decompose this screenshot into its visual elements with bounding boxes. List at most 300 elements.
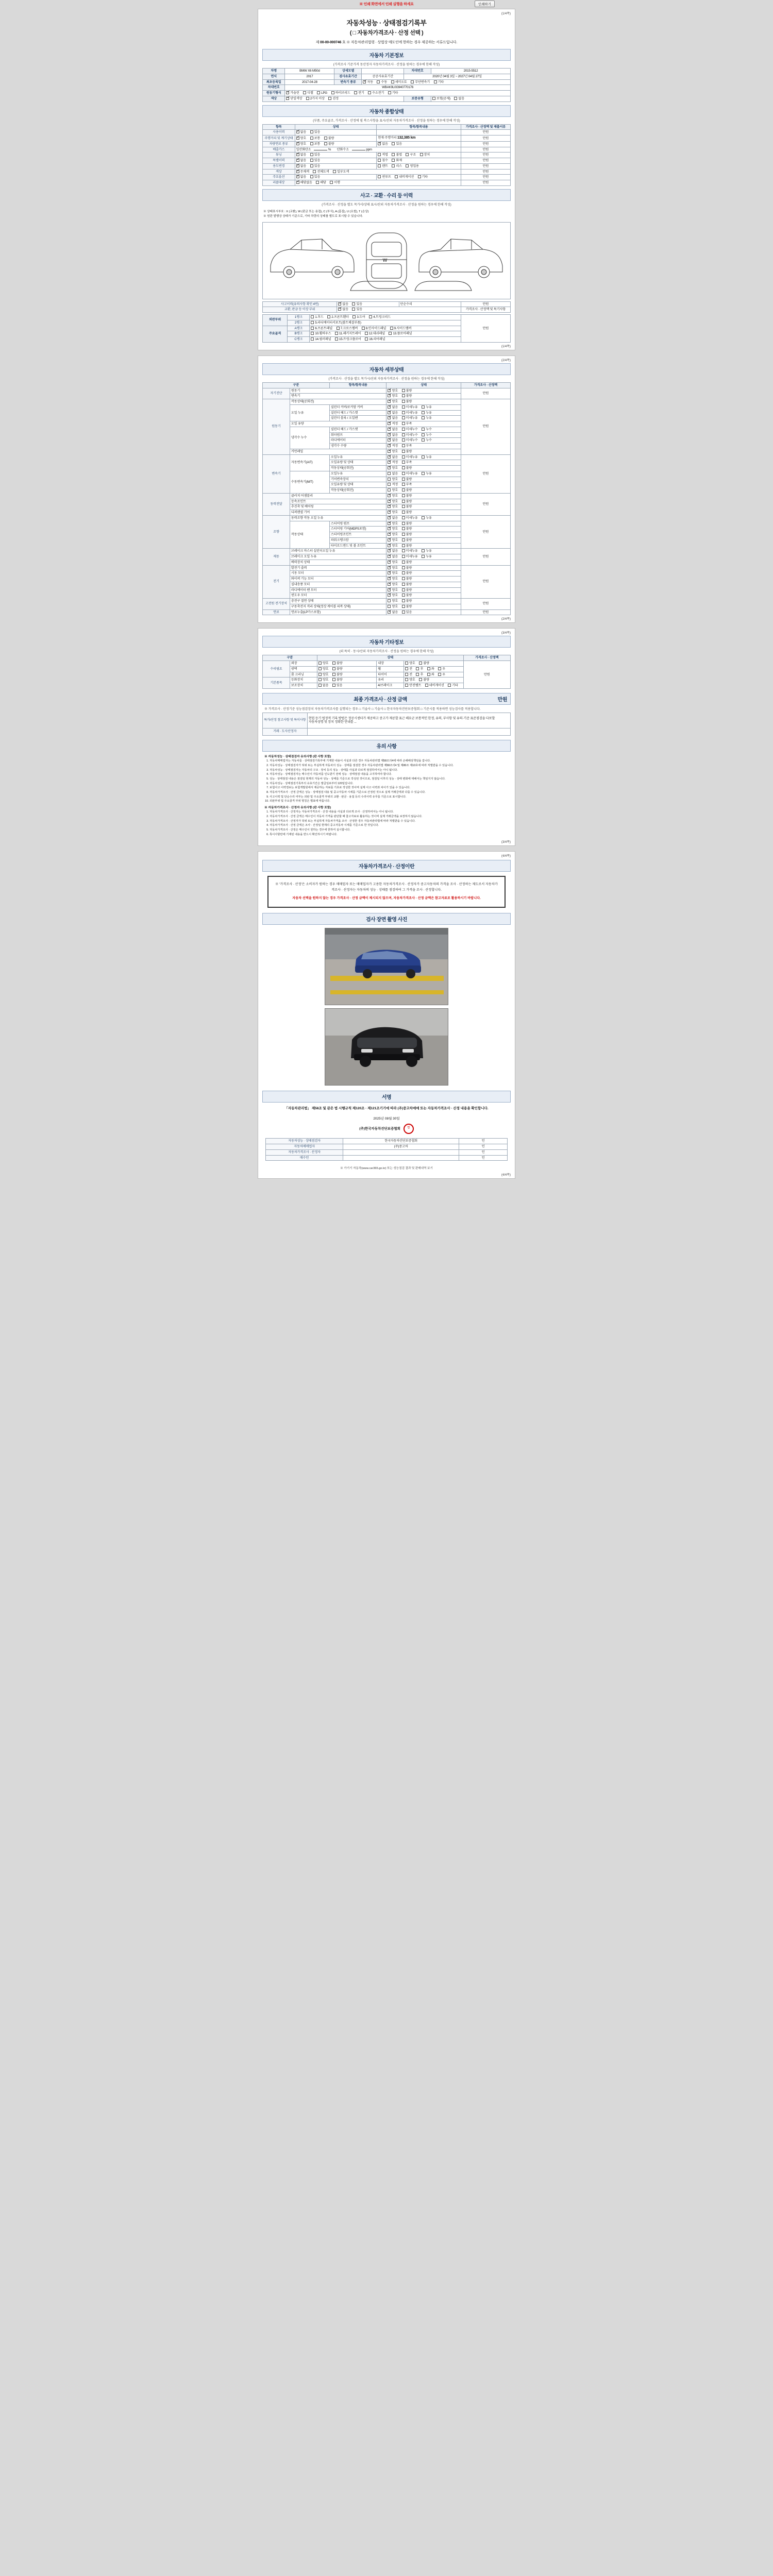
option-proper[interactable]: ✓ 적정 (388, 444, 398, 448)
table-row (263, 130, 511, 135)
option-good[interactable]: ✓ 양호 (388, 538, 398, 543)
option-leak-yes[interactable]: 있음 (392, 142, 402, 146)
rank-c-items (310, 337, 461, 343)
list-item: 7. 보험사고 이력정보는 보험개발원에서 제공하는 자료를 기초로 작성한 것이며 실제 사고 이력과 차이가 있을 수 있습니다. (270, 786, 509, 790)
table-row (263, 158, 511, 164)
option-rent[interactable]: 렌트 (378, 164, 388, 168)
option-bad[interactable]: 불량 (324, 137, 334, 141)
option-front[interactable]: 전 (405, 667, 412, 671)
state-blower-motor (386, 582, 461, 587)
option-normal[interactable]: 보통 (310, 142, 321, 146)
label-performance-inspector: 자동차성능 · 상태점검자 (266, 1139, 343, 1144)
option-good[interactable]: ✓ 양호 (388, 577, 398, 581)
option-none[interactable]: ✓ 없음 (388, 411, 398, 415)
option-good[interactable]: ✓ 양호 (388, 571, 398, 575)
option-minor[interactable]: 미세누유 (402, 411, 418, 415)
list-item: 1. 자동차매매업자는 자동차를 · 상태점검기록부에 기재한 내용이 사실과 다른 경우 자동차관리법 제58조의4에 따라 손해배상책임을 집니다. (270, 759, 509, 764)
option-bad[interactable]: 불량 (324, 142, 334, 146)
option-bad[interactable]: 불량 (402, 605, 412, 609)
option-low[interactable]: 부족 (402, 422, 412, 426)
option-illegal[interactable]: 불법 (392, 153, 402, 157)
state-tire (404, 672, 463, 677)
row-label-special: 특별이력 (263, 158, 295, 164)
option-good[interactable]: ✓ 양호 (388, 583, 398, 587)
option-two-color[interactable]: 2가지 이상 (306, 97, 325, 101)
option-yes[interactable]: 있음 (310, 130, 321, 134)
accident-summary-table (262, 301, 511, 313)
option-rear[interactable]: 후 (416, 667, 423, 671)
list-item: 10. 외판부위 및 주요골격 부위 명칭은 별표에 따릅니다. (270, 800, 509, 804)
rank-group-exterior: 외판부위 (263, 315, 288, 326)
option-none[interactable]: ✓ 없음 (296, 153, 307, 157)
table-header-row (263, 655, 511, 661)
option-good[interactable]: 양호 (388, 605, 398, 609)
option-low[interactable]: 부족 (402, 483, 412, 487)
col-header-detail: 항목/항목내용 (377, 124, 461, 130)
state-hv-battery-isolation (386, 604, 461, 609)
item-tire: 타이어 (377, 672, 404, 677)
option-good[interactable]: ✓ 양호 (388, 527, 398, 531)
table-row (266, 1139, 508, 1144)
option-bad[interactable]: 불량 (402, 527, 412, 531)
option-leak[interactable]: 누유 (422, 549, 432, 553)
state-steering-joint (386, 532, 461, 538)
cell-price: 만원 (461, 163, 510, 169)
option-low[interactable]: 부족 (402, 444, 412, 448)
option-none[interactable]: 없음 (388, 472, 398, 476)
table-row (266, 1155, 508, 1161)
option-bad[interactable]: 불량 (402, 478, 412, 482)
option-none[interactable]: 없음 (318, 684, 329, 688)
table-row (263, 85, 511, 91)
option-inside-panel[interactable]: 8.인사이드패널 (362, 327, 386, 331)
state-alternator (386, 565, 461, 571)
option-bad[interactable]: 불량 (402, 544, 412, 548)
print-button[interactable]: 인쇄하기 (475, 1, 495, 7)
state-exterior (317, 661, 376, 667)
option-good[interactable]: ✓ 양호 (388, 561, 398, 565)
option-bad[interactable]: 불량 (332, 673, 343, 677)
option-cross-member[interactable]: 7.크로스멤버 (337, 327, 358, 331)
item-wiper-motor: 와이퍼 기능 모터 (290, 577, 386, 582)
option-bad[interactable]: 불량 (402, 505, 412, 509)
option-color-black[interactable]: 검정 (328, 97, 339, 101)
label-current-mileage: 현재 주행거리 (378, 136, 397, 140)
option-pillar-panel[interactable]: 16.리어패널 (365, 337, 385, 342)
table-row (263, 79, 511, 85)
inspection-photo-2 (325, 1008, 448, 1086)
option-rear[interactable]: 후 (416, 673, 423, 677)
option-bad[interactable]: 불량 (332, 662, 343, 666)
state-coolant-level (386, 444, 461, 449)
state-fuel-leak (386, 609, 461, 615)
option-not-applicable[interactable]: ✓ 해당없음 (296, 181, 312, 185)
table-row (263, 152, 511, 158)
option-minor[interactable]: 미세누유 (402, 416, 418, 420)
option-good[interactable]: ✓ 양호 (388, 450, 398, 454)
option-leak[interactable]: 누유 (422, 411, 432, 415)
option-none[interactable]: 없음 (454, 97, 464, 101)
seal-cell-3: 인 (459, 1149, 508, 1155)
item-common-rail: 커먼레일 (290, 449, 386, 454)
option-good[interactable]: ✓ 양호 (388, 400, 398, 404)
cell-vin-short: 2015-5512 (431, 69, 511, 74)
option-diesel[interactable]: 디젤 (303, 91, 313, 95)
option-good[interactable]: ✓ 양호 (388, 533, 398, 537)
option-hybrid[interactable]: 하이브리드 (331, 91, 350, 95)
option-roof-panel[interactable]: 5.라디에이터서포트(볼트체결부품) (311, 321, 361, 325)
option-flood[interactable]: 침수 (378, 159, 388, 163)
option-minor[interactable]: 미세누수 (402, 438, 418, 443)
table-row (263, 609, 511, 615)
option-front-panel[interactable]: 10.휠하우스 (311, 332, 331, 336)
option-none[interactable]: ✓ 없음 (296, 164, 307, 168)
state-polish (317, 666, 376, 672)
option-semi-auto[interactable]: 세미오토 (391, 80, 407, 84)
option-bad[interactable]: 불량 (402, 488, 412, 493)
option-fuel-etc[interactable]: 기타 (388, 91, 398, 95)
option-bad[interactable]: 불량 (402, 466, 412, 470)
option-none[interactable]: ✓ 없음 (338, 302, 348, 307)
item-clutch: 클러치 어셈블리 (290, 493, 386, 499)
option-minor[interactable]: 미세누유 (402, 549, 418, 553)
option-bad[interactable]: 불량 (402, 511, 412, 515)
option-none[interactable]: ✓ 없음 (388, 416, 398, 420)
guide-box (267, 876, 506, 908)
option-good[interactable]: 양호 (388, 599, 398, 603)
option-minor[interactable]: 미세누유 (402, 555, 418, 559)
sub-rocker-cover: 실린더 커버/로커암 커버 (329, 404, 386, 410)
option-good[interactable]: ✓ 양호 (388, 594, 398, 598)
option-part-paint[interactable]: 일부도색 (333, 170, 349, 174)
cautions-list-2 (270, 810, 509, 837)
option-leak[interactable]: 누수 (422, 428, 432, 432)
option-minor[interactable]: 미세누유 (402, 455, 418, 460)
option-good[interactable]: ✓ 양호 (388, 394, 398, 398)
option-good[interactable]: ✓ 양호 (388, 389, 398, 393)
item-cv-joint: 등속조인트 (290, 499, 386, 504)
option-none[interactable]: ✓ 없음 (296, 130, 307, 134)
option-none[interactable]: ✓ 없음 (296, 175, 307, 179)
section-signature-title: 서명 (262, 1091, 511, 1103)
option-good[interactable]: ✓ 양호 (388, 494, 398, 498)
table-row (263, 301, 511, 307)
option-bad[interactable]: 불량 (402, 538, 412, 543)
option-bad[interactable]: 불량 (419, 678, 429, 682)
option-left[interactable]: 좌 (427, 667, 434, 671)
option-bad[interactable]: 불량 (402, 394, 412, 398)
option-yes[interactable]: 있음 (332, 684, 343, 688)
option-bad[interactable]: 불량 (402, 588, 412, 592)
cell-label: 변속기 종류 (334, 79, 362, 85)
option-yes[interactable]: 있음 (352, 302, 362, 307)
option-good[interactable]: ✓ 양호 (388, 588, 398, 592)
table-row (263, 135, 511, 142)
option-navigation[interactable]: 네비게이션 (425, 684, 444, 688)
option-minor[interactable]: 미세누유 (402, 516, 418, 520)
cell-price: 만원 (461, 388, 510, 399)
option-navigation[interactable]: 내비게이션 (395, 175, 414, 179)
option-leak-none[interactable]: ✓ 없음 (378, 142, 388, 146)
section-other-title: 자동차 기타정보 (262, 636, 511, 648)
option-right[interactable]: 우 (438, 667, 445, 671)
option-good[interactable]: 양호 (388, 478, 398, 482)
option-none[interactable]: ✓ 없음 (388, 438, 398, 443)
state-steering-leak (386, 515, 461, 521)
option-hood[interactable]: 1.후드 (311, 315, 323, 319)
option-right[interactable]: 우 (438, 673, 445, 677)
cautions-heading-2: ※ 자동차가격조사 · 산정자 유의사항 (판 사항 포함) (264, 806, 331, 809)
cell-color-state (295, 169, 461, 175)
option-fire[interactable]: 화재 (392, 159, 402, 163)
sub-water-pump: 워터펌프 (329, 432, 386, 438)
option-good[interactable]: 양호 (388, 488, 398, 493)
cell-inspection-period: 2020년 04월 3일 ~ 2027년 04월 27일 (404, 74, 511, 79)
option-bad[interactable]: 불량 (402, 533, 412, 537)
table-row (263, 163, 511, 169)
option-etc[interactable]: 기타 (418, 175, 428, 179)
option-leak[interactable]: 누유 (422, 416, 432, 420)
option-done[interactable]: 이행 (330, 181, 340, 185)
option-leak[interactable]: 누유 (422, 472, 432, 476)
list-item: 4. 자동차성능 · 상태점검자는 매수인이 자동차를 인도받기 전에 성능 · 상태점검 내용을 고지하여야 합니다. (270, 773, 509, 777)
section-other-note: (외 특히 · 동시/산외 자동차가격조사 · 산정을 원하는 경우에 한해 작성) (339, 650, 434, 654)
option-gasoline[interactable]: ✓ 가솔린 (286, 91, 299, 95)
col-header-state: 상태 (295, 124, 377, 130)
signature-company (265, 1124, 508, 1134)
seal-cell-1: 인 (459, 1139, 508, 1144)
option-normal[interactable]: 보통 (310, 137, 321, 141)
item-room-cleaning: 룸 크리닝 (290, 672, 317, 677)
option-leak[interactable]: 누유 (422, 455, 432, 460)
option-yes[interactable]: 있음 (310, 153, 321, 157)
option-device[interactable]: 장치 (420, 153, 430, 157)
option-bad[interactable]: 불량 (402, 577, 412, 581)
section-cautions-title: 유의 사항 (262, 740, 511, 752)
state-room-cleaning (317, 672, 376, 677)
sub-steering-joint: 스티어링조인트 (329, 532, 386, 538)
option-yes[interactable]: 있음 (352, 308, 362, 312)
item-fuel-leak: 연료누출(LP가스포함) (290, 609, 386, 615)
option-proper[interactable]: 적정 (388, 483, 398, 487)
option-trunk-lid[interactable]: 4.트렁크리드 (369, 315, 391, 319)
option-front-fender[interactable]: 2.프론트휀더 (327, 315, 349, 319)
option-electric[interactable]: 전기 (354, 91, 364, 95)
option-none[interactable]: ✓ 없음 (388, 516, 398, 520)
option-good[interactable]: 양호 (318, 678, 329, 682)
option-minor[interactable]: 미세누수 (402, 433, 418, 437)
state-oil-pan (386, 416, 461, 421)
option-door[interactable]: 3.도어 (352, 315, 365, 319)
option-good[interactable]: ✓ 양호 (388, 505, 398, 509)
option-bad[interactable]: 불량 (332, 678, 343, 682)
option-leak[interactable]: 누유 (422, 555, 432, 559)
table-row (263, 96, 511, 101)
table-row (263, 147, 511, 152)
option-legal[interactable]: 적법 (378, 153, 388, 157)
option-lpg[interactable]: LPG (317, 91, 327, 95)
sub-tie-rod: 타이로드엔드 및 볼 조인트 (329, 543, 386, 549)
option-applicable[interactable]: 해당 (316, 181, 326, 185)
option-rear-panel[interactable]: 12.대쉬패널 (365, 332, 385, 336)
option-leak[interactable]: 누수 (422, 433, 432, 437)
signature-statement: 「자동차관리법」 제58조 및 같은 법 시행규칙 제120조 · 제121조기기에 따라 (주)중고차매매 또는 자동차가격조사 · 산정 내용을 확인합니다. (284, 1106, 489, 1110)
option-good[interactable]: 양호 (405, 678, 415, 682)
option-sunroof[interactable]: 썬루프 (378, 175, 391, 179)
option-insurance[interactable]: 보험(공제) (432, 97, 450, 101)
row-label-usechange: 용도변경 (263, 163, 295, 169)
option-bad[interactable]: 불량 (402, 566, 412, 570)
option-good[interactable]: ✓ 양호 (388, 500, 398, 504)
option-bad[interactable]: 불량 (402, 583, 412, 587)
option-minor[interactable]: 미세누수 (402, 428, 418, 432)
option-none[interactable]: ✓ 없음 (388, 455, 398, 460)
option-leak[interactable]: 누유 (422, 516, 432, 520)
option-proper[interactable]: ✓ 적정 (388, 461, 398, 465)
option-etc[interactable]: 기타 (434, 80, 444, 84)
final-price-unit: 만원 (497, 697, 507, 703)
option-yes[interactable]: 있음 (310, 164, 321, 168)
col-header-item: 항목 (263, 124, 295, 130)
option-bad[interactable]: 불량 (402, 594, 412, 598)
option-none[interactable]: ✓ 없음 (388, 405, 398, 410)
option-manual[interactable]: 수동 (377, 80, 387, 84)
list-item: 1. 자동차가격조사 · 산정자는 자동차가격조사 · 산정 내용을 사실과 다르게 조사 · 산정하여서는 아니 됩니다. (270, 810, 509, 815)
table-row (263, 549, 511, 554)
group-brake: 제동 (263, 549, 290, 565)
table-row (263, 565, 511, 571)
state-steering-gear (386, 527, 461, 532)
option-front[interactable]: 전 (405, 673, 412, 677)
state-tie-rod (386, 543, 461, 549)
option-bad[interactable]: 불량 (402, 389, 412, 393)
option-none[interactable]: ✓ 없음 (388, 549, 398, 553)
rank-a: A랭크 (288, 326, 310, 331)
option-good[interactable]: 양호 (318, 673, 329, 677)
option-bad[interactable]: 불량 (402, 571, 412, 575)
option-etc[interactable]: 기타 (448, 684, 458, 688)
option-wheel-house[interactable]: 6.프론트패널 (311, 327, 332, 331)
option-yes[interactable]: 있음 (402, 611, 412, 615)
option-bad[interactable]: 불량 (402, 494, 412, 498)
cell-model-year: 2017 (285, 74, 334, 79)
option-none[interactable]: ✓ 없음 (338, 308, 348, 312)
cell-transmission-options (362, 79, 511, 85)
option-good[interactable]: 양호 (318, 662, 329, 666)
option-none[interactable]: ✓ 없음 (388, 555, 398, 559)
option-good[interactable]: ✓ 양호 (388, 511, 398, 515)
table-row (263, 69, 511, 74)
option-bad[interactable]: 불량 (402, 500, 412, 504)
option-good[interactable]: ✓ 양호 (388, 566, 398, 570)
option-no-paint[interactable]: ✓ 무채색 (296, 170, 309, 174)
option-low[interactable]: 부족 (402, 461, 412, 465)
section-guide-title: 자동차가격조사 · 산정이란 (262, 860, 511, 872)
option-good[interactable]: ✓ 양호 (388, 522, 398, 526)
option-good[interactable]: ✓ 양호 (388, 466, 398, 470)
option-bad[interactable]: 불량 (402, 522, 412, 526)
option-bad[interactable]: 불량 (402, 599, 412, 603)
detail-state-table (262, 382, 511, 616)
group-repair-needed: 수리필요 (263, 661, 290, 677)
list-item: 6. 특이사항란에 기재된 내용을 반드시 확인하시기 바랍니다. (270, 833, 509, 837)
option-full-paint[interactable]: 전체도색 (313, 170, 329, 174)
photo-1-content (325, 928, 448, 1005)
option-seatbelt[interactable]: 안전벨트 (405, 684, 421, 688)
option-left[interactable]: 좌 (427, 673, 434, 677)
table-row (263, 713, 511, 728)
option-yes[interactable]: 있음 (310, 159, 321, 163)
option-bad[interactable]: 불량 (332, 667, 343, 671)
option-dash-panel[interactable]: 14.필러패널 (311, 337, 331, 342)
option-trunk-floor[interactable]: 11.패키지트레이 (335, 332, 361, 336)
option-cvt[interactable]: 무단변속기 (411, 80, 430, 84)
option-bad[interactable]: 불량 (419, 662, 429, 666)
option-leak[interactable]: 누수 (422, 438, 432, 443)
option-single-color[interactable]: ✓ 단일색상 (286, 97, 302, 101)
option-none[interactable]: ✓ 없음 (388, 433, 398, 437)
option-yes[interactable]: 있음 (310, 175, 321, 179)
option-floor-panel[interactable]: 15.트렁크플로어 (335, 337, 361, 342)
rank-b: B랭크 (288, 331, 310, 337)
option-side-member[interactable]: 9.사이드멤버 (390, 327, 412, 331)
option-structure[interactable]: 구조 (406, 153, 416, 157)
option-hydrogen[interactable]: 수소전기 (368, 91, 384, 95)
option-bad[interactable]: 불량 (402, 450, 412, 454)
item-alternator: 발전기 출력 (290, 565, 386, 571)
option-none[interactable]: ✓ 없음 (388, 611, 398, 615)
cell-color-options (285, 96, 404, 101)
label-simple-repair: 단순수리 (400, 302, 412, 306)
option-proper[interactable]: ✓ 적정 (388, 422, 398, 426)
table-row (263, 728, 511, 735)
option-commercial[interactable]: 영업용 (406, 164, 418, 168)
option-good[interactable]: 양호 (318, 667, 329, 671)
print-notice: ※ 인쇄 화면에서 인쇄 실행을 하세요 (359, 3, 414, 6)
option-good[interactable]: ✓ 양호 (388, 544, 398, 548)
table-row (263, 141, 511, 147)
option-auto[interactable]: ✓ 자동 (363, 80, 373, 84)
cell-label: 원동기형식 (263, 91, 285, 96)
option-none[interactable]: ✓ 없음 (388, 428, 398, 432)
state-window-motor (386, 593, 461, 599)
option-leak[interactable]: 누유 (422, 405, 432, 410)
option-minor[interactable]: 미세누유 (402, 472, 418, 476)
state-engine (386, 388, 461, 394)
table-row (263, 91, 511, 96)
option-good[interactable]: ✓ 양호 (296, 137, 307, 141)
option-good[interactable]: 양호 (405, 662, 415, 666)
option-good[interactable]: ✓ 양호 (296, 142, 307, 146)
table-row (266, 1144, 508, 1150)
option-package-tray[interactable]: 13.플로어패널 (389, 332, 412, 336)
item-accessory: 4/브레이크 (377, 683, 404, 689)
table-row (263, 599, 511, 604)
table-row (263, 315, 511, 320)
option-lease[interactable]: 리스 (392, 164, 402, 168)
option-minor[interactable]: 미세누유 (402, 405, 418, 410)
cell-label: 최초등록일 (263, 79, 285, 85)
item-mt: 수동변속기(M/T) (290, 471, 329, 493)
panel-rank-table (262, 314, 511, 343)
sub-mt-idle: 작동상태(공회전) (329, 488, 386, 494)
option-bad[interactable]: 불량 (402, 561, 412, 565)
item-oil-level: 오일 유량 (290, 421, 386, 427)
option-none[interactable]: ✓ 없음 (296, 159, 307, 163)
option-bad[interactable]: 불량 (402, 400, 412, 404)
col-header-price: 가격조사 · 산정액 (463, 655, 510, 661)
item-transmission: 변속기 (290, 394, 386, 399)
